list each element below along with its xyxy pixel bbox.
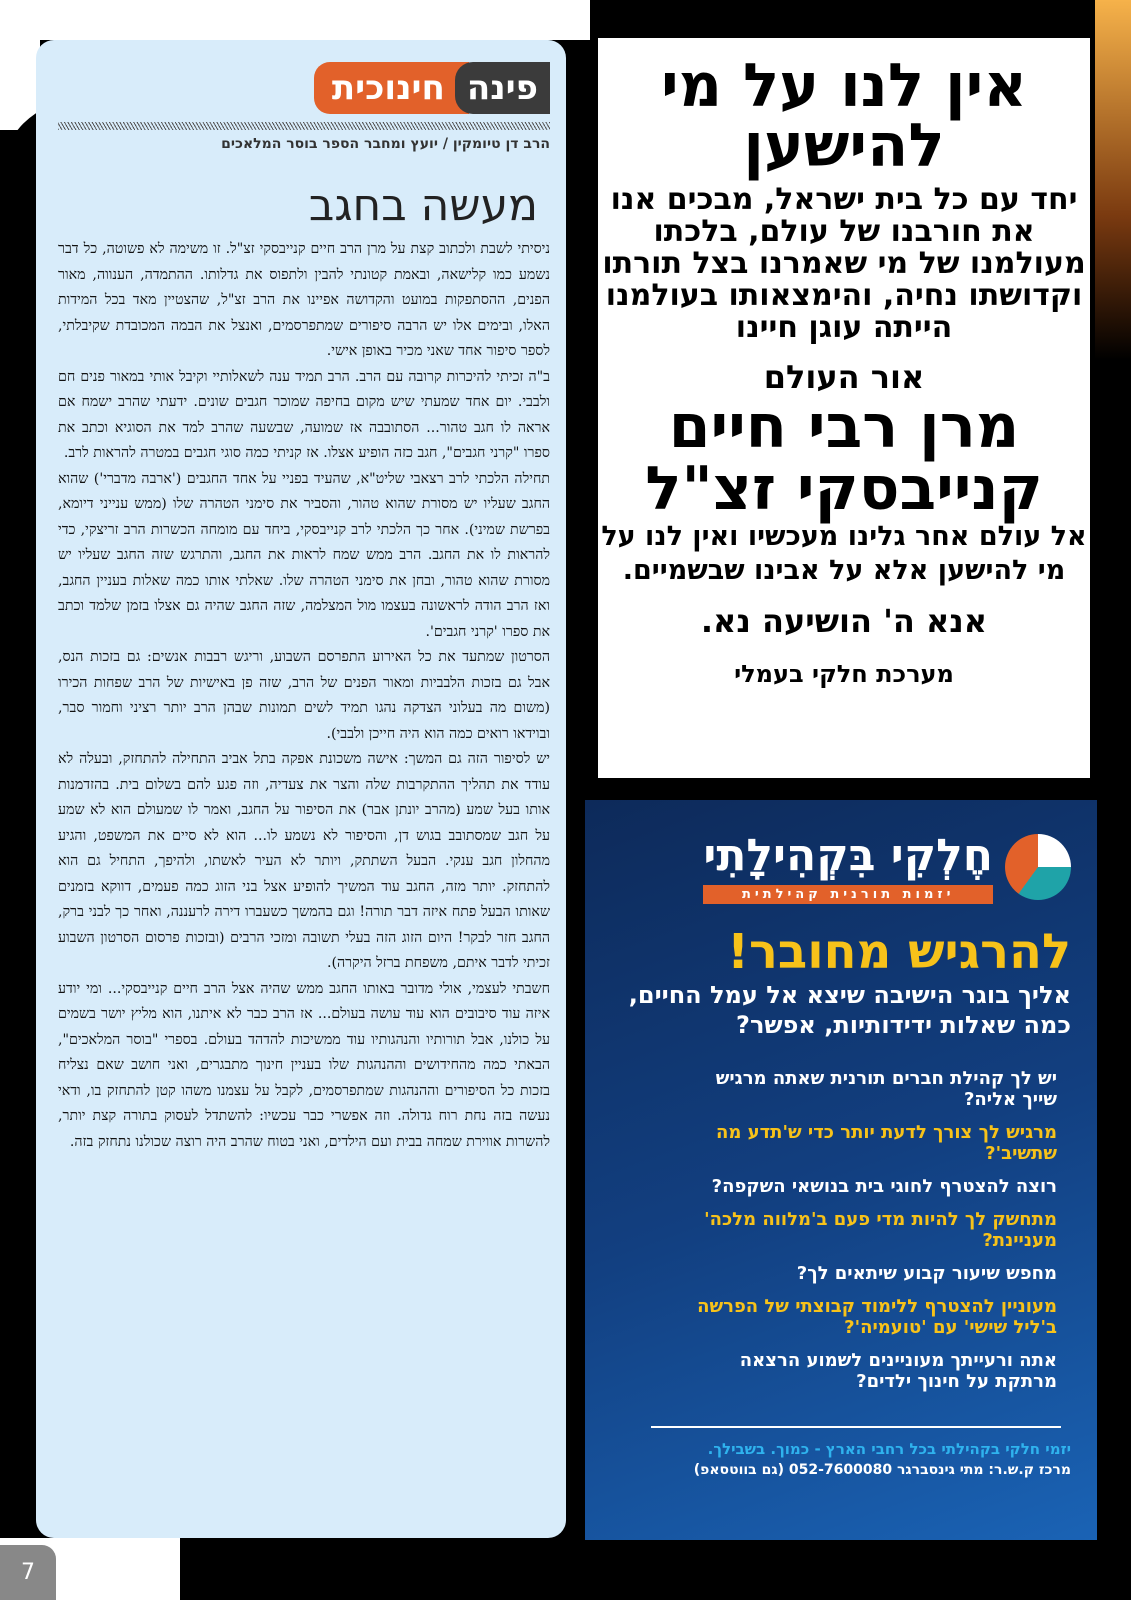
ad-footer-slogan: יזמי חלקי בקהילתי בכל רחבי הארץ - כמוך. בשבילך.: [707, 1440, 1071, 1458]
question: רוצה להצטרף לחוגי בית בנושאי השקפה?: [711, 1176, 1057, 1197]
paragraph: תחילה הלכתי לרב רצאבי שליט"א, שהעיד בפניי על אחד החגבים ('ארבה מדברי') שהוא החגב שעליו יש מסורת שהוא טהור, והסביר את סימני הטהרה שלו (ממש ענייני דיומא, בפרשת שמיני). אחר כך הלכתי לרב קנייבסקי, ביחד עם מומחה הכשרות הרב זריצקי, כדי להראות לו את החגב. הרב ממש שמח לראות את החגב, והתרגש שזה החגב שעליו יש מסורת שהוא טהור, ובחן את סימני הטהרה שלו. שאלתי אותו כמה שאלות בעניין החגב, ואז הרב הודה לראשונה בעצמו מול המצלמה, שזה החגב שהיה גם אצלו בזמן שלמד וכתב את ספרו 'קרני חגבים'.: [58, 470, 550, 640]
section-tag-word-2: חינוכית: [314, 62, 469, 114]
paragraph: ניסיתי לשבת ולכתוב קצת על מרן הרב חיים קנייבסקי זצ"ל. זו משימה לא פשוטה, כל דבר נשמע כמו קלישאה, ובאמת קטונתי להבין ולתפוס את גדלותו. ההתמדה, הענווה, מאור הפנים, ההסתפקות במועט והקדושה אפיינו את הרב זצ"ל, שהצטיין מאד בכל המידות האלו, ובימים אלו יש הרבה סיפורים שמתפרסמים, ואנצל את הבמה המכובדת שקיבלתי, לספר סיפור אחד שאני מכיר באופן אישי.: [58, 241, 550, 359]
memorial-headline: אין לנו על מי להישען: [660, 51, 1028, 181]
memorial-honorific: אור העולם: [763, 358, 925, 396]
paragraph: ב"ה זכיתי להיכרות קרובה עם הרב. הרב תמיד ענה לשאלותיי וקיבל אותי במאור פנים חם ולבבי. יום אחד שמעתי שיש מקום בחיפה שמוכר חגבים שונים. ידעתי שהרב ישמח אם אראה לו חגב טהור... הסתובבה אז שמועה, שבשעה שהרב למד את הסוגיא וכתב את ספרו "קרני חגבים", חגב כזה הופיע אצלו. אז קניתי כמה סוגי חגבים במטרה להראות לרב.: [58, 368, 550, 461]
advertisement: [585, 800, 1097, 1540]
divider: [580, 778, 1035, 790]
article-title: מעשה בחגב: [308, 180, 538, 231]
question: מעוניין להצטרף ללימוד קבוצתי של הפרשה ב'ליל שישי' עם 'טועמיה'?: [697, 1296, 1057, 1338]
memorial-name: מרן רבי חיים קנייבסקי זצ"ל: [645, 392, 1043, 524]
section-tag: [58, 62, 550, 114]
logo-subtitle: יזמות תורנית קהילתית: [703, 885, 993, 904]
divider: [651, 1426, 1061, 1428]
paragraph: יש לסיפור הזה גם המשך: אישה משכונת אפקה בתל אביב התחילה להתחזק, ובעלה לא עודד את תהליך ההתקרבות שלה והצר את צעדיה, וזה פגע להם בשלום בית. בהזדמנות אותו בעל שמע (מהרב יונתן אבר) את הסיפור על החגב, ואמר לו שמעולם הוא לא שמע על חגב שמסתובב בגוש דן, והסיפור לא נשמע לו... הוא לא סיים את המשפט, והגיע מהחלון חגב ענקי. הבעל השתתק, ויותר לא העיר לאשתו, ולהיפך, התחיל גם הוא להתחזק. יותר מזה, החגב עוד המשיך להופיע אצל בני הזוג כמה פעמים, דווקא בזמנים שאותו הבעל פתח איזה דבר תורה! וגם בהמשך כשעברו דירה לרעננה, ואחר כך לבני ברק, החגב חזר לבקר! היום הזוג הזה בעלי תשובה ומזכי הרבים (ובזכות פרסום הסרטון השבוע זכיתי לדבר איתם, משפחת ברזל היקרה).: [58, 751, 550, 971]
puzzle-icon: [1005, 834, 1071, 900]
logo-text: חֶלְקִי בִּקְהִילָתִי: [703, 830, 993, 881]
ad-logo: [611, 830, 1071, 904]
memorial-text: יחד עם כל בית ישראל, מבכים אנו את חורבנו של עולם, בלכתו מעולמנו של מי שאמרנו בצל תורתו וקדושתו נחיה, והימצאותו בעולמנו הייתה עוגן חיינו: [602, 182, 1086, 345]
article-panel: [36, 40, 566, 1538]
question: מרגיש לך צורך לדעת יותר כדי ש'תדע מה שתשיב'?: [715, 1122, 1057, 1164]
paragraph: הסרטון שמתעד את כל האירוע התפרסם השבוע, וריגש רבבות אנשים: גם בזכות הנס, אבל גם בזכות הלבביות ומאור הפנים של הרב, שזה פן באישיות של הרב שפחות הכירו (משום מה בעלוני הצדקה נהגו תמיד לשים תמונות שבהן הרב יותר רציני וחמור סבר, ובוידאו רואים כמה הוא היה חייכן ולבבי).: [58, 649, 550, 742]
article-body: [58, 237, 550, 1155]
paragraph: חשבתי לעצמי, אולי מדובר באותו החגב ממש שהיה אצל הרב חיים קנייבסקי... ומי יודע איזה עוד סיבובים הוא עוד עושה בעולם... אז הרב כבר לא איתנו, הוא מליץ יושר בשמים על כולנו, אבל תורותיו והנהגותיו עוד ממשיכות להדהד בעולם. בספרי "בוסר המלאכים", הבאתי כמה מהחידושים וההנהגות שלו בעניין חינוך מתבגרים, ואני חושב שאם נצליח בזכות כל הסיפורים וההנהגות שמתפרסמים, לקבל על עצמנו משהו קטן להתחזק בו, ודאי נעשה בזה נחת רוח גדולה. וזה אפשרי כבר עכשיו: להשתדל לעסוק בתורה קצת יותר, להשרות אווירת שמחה בבית ועם הילדים, ואני בטוח שהרב היה רוצה שכולנו נתחזק בזה.: [58, 980, 550, 1150]
byline: הרב דן טיומקין / יועץ ומחבר הספר בוסר המלאכים: [221, 136, 550, 152]
memorial-notice: [598, 38, 1090, 778]
candle-image: [1095, 0, 1131, 360]
memorial-signature: מערכת חלקי בעמלי: [734, 660, 954, 688]
page-number: 7: [0, 1545, 56, 1600]
question: יש לך קהילת חברים תורנית שאתה מרגיש שייך אליה?: [715, 1068, 1057, 1110]
page-margin: [0, 0, 590, 40]
hatch-divider: [58, 122, 550, 130]
question-list: [611, 1068, 1071, 1392]
question: מתחשק לך להיות מדי פעם ב'מלווה מלכה' מעניינת?: [704, 1209, 1057, 1251]
ad-lead: אליך בוגר הישיבה שיצא אל עמל החיים, כמה שאלות ידידותיות, אפשר?: [628, 981, 1071, 1039]
question: מחפש שיעור קבוע שיתאים לך?: [796, 1263, 1057, 1284]
memorial-prayer: אנא ה' הושיעה נא.: [700, 602, 988, 640]
ad-headline: להרגיש מחובר!: [727, 924, 1071, 980]
question: אתה ורעייתך מעוניינים לשמוע הרצאה מרתקת על חינוך ילדים?: [739, 1350, 1057, 1392]
section-tag-word-1: פינה: [455, 62, 550, 114]
ad-footer-contact: מרכז ק.ש.ר: מתי גינסברגר 052-7600080 (גם בווטסאפ): [693, 1462, 1071, 1478]
memorial-text-2: אל עולם אחר גלינו מעכשיו ואין לנו על מי להישען אלא על אבינו שבשמיים.: [601, 521, 1087, 586]
page-margin: [0, 0, 40, 130]
